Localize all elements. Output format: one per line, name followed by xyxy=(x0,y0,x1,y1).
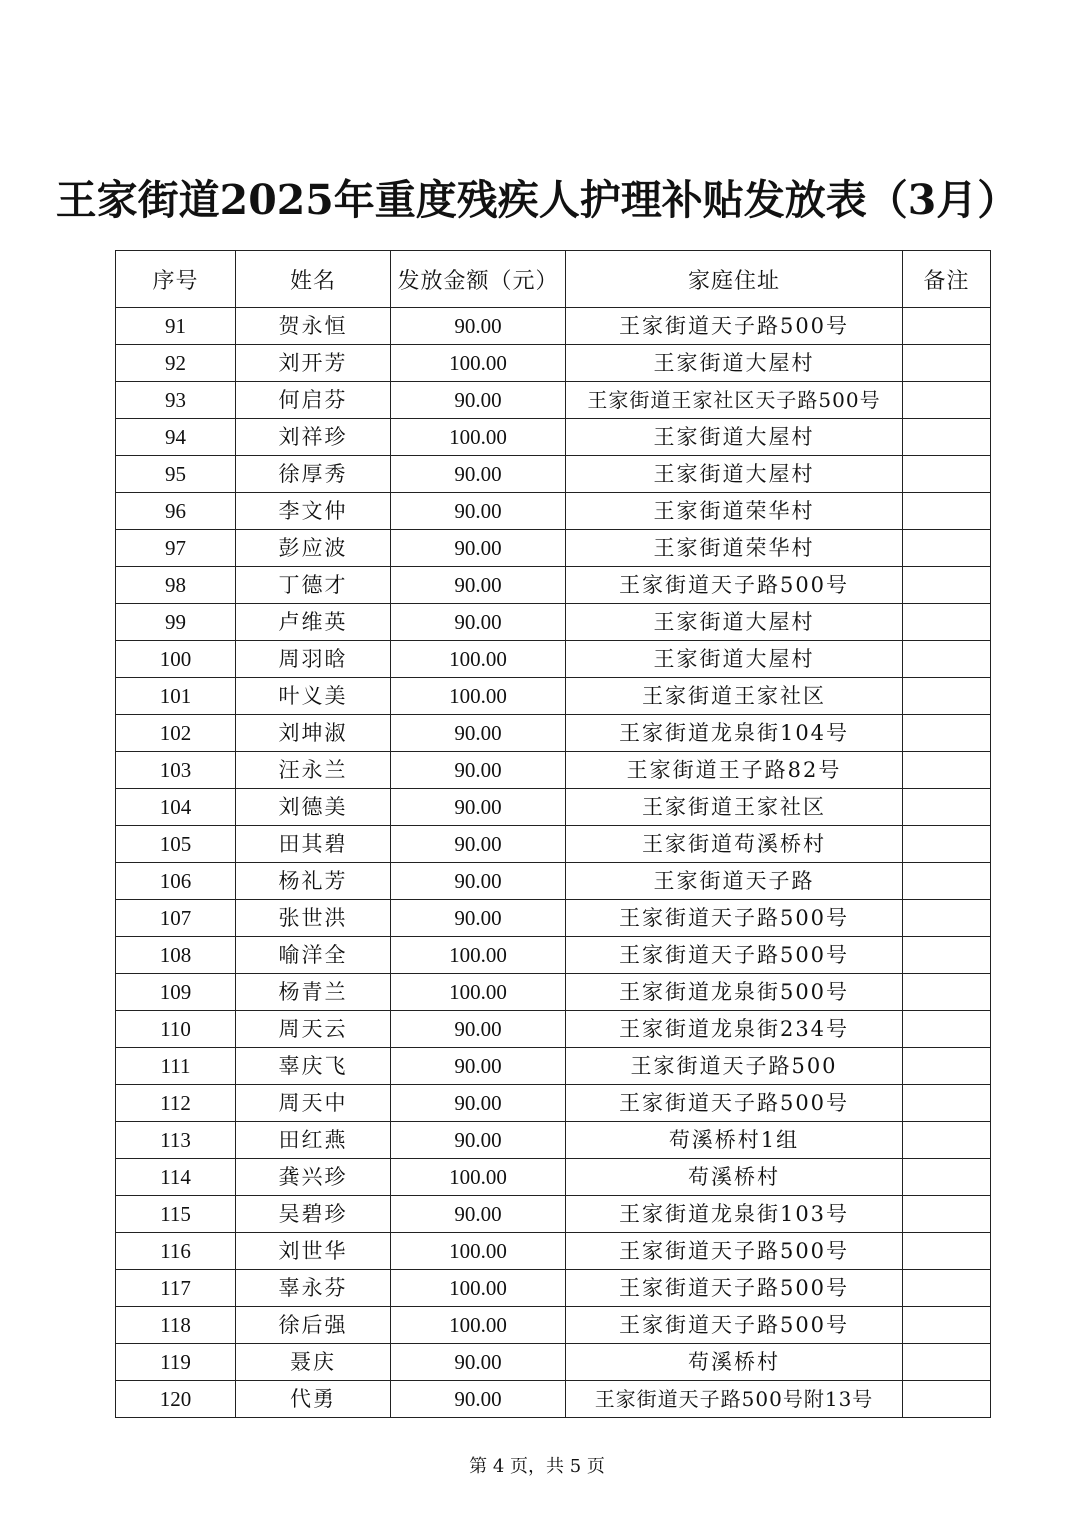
address-cell: 王家街道大屋村 xyxy=(566,604,903,641)
address-cell: 王家街道天子路500号 xyxy=(566,567,903,604)
amount-cell: 100.00 xyxy=(391,641,566,678)
name-cell: 李文仲 xyxy=(236,493,391,530)
table-row xyxy=(116,1233,991,1270)
note-cell xyxy=(903,567,991,604)
amount-cell: 90.00 xyxy=(391,1381,566,1418)
address-cell: 苟溪桥村1组 xyxy=(566,1122,903,1159)
amount-cell: 90.00 xyxy=(391,604,566,641)
table-row xyxy=(116,678,991,715)
address-cell: 王家街道大屋村 xyxy=(566,419,903,456)
address-cell: 王家街道龙泉街103号 xyxy=(566,1196,903,1233)
serial-number-cell: 101 xyxy=(116,678,236,715)
amount-cell: 90.00 xyxy=(391,1196,566,1233)
serial-number-cell: 104 xyxy=(116,789,236,826)
name-cell: 卢维英 xyxy=(236,604,391,641)
address-cell: 王家街道天子路500号 xyxy=(566,937,903,974)
note-cell xyxy=(903,974,991,1011)
header-address: 家庭住址 xyxy=(566,251,903,308)
note-cell xyxy=(903,456,991,493)
address-cell: 王家街道王家社区天子路500号 xyxy=(566,382,903,419)
note-cell xyxy=(903,826,991,863)
amount-cell: 100.00 xyxy=(391,937,566,974)
name-cell: 杨青兰 xyxy=(236,974,391,1011)
amount-cell: 100.00 xyxy=(391,1307,566,1344)
note-cell xyxy=(903,1196,991,1233)
address-cell: 王家街道王家社区 xyxy=(566,678,903,715)
serial-number-cell: 115 xyxy=(116,1196,236,1233)
table-row xyxy=(116,1270,991,1307)
note-cell xyxy=(903,1048,991,1085)
amount-cell: 100.00 xyxy=(391,1270,566,1307)
serial-number-cell: 107 xyxy=(116,900,236,937)
serial-number-cell: 117 xyxy=(116,1270,236,1307)
name-cell: 贺永恒 xyxy=(236,308,391,345)
table-row xyxy=(116,1122,991,1159)
amount-cell: 90.00 xyxy=(391,1048,566,1085)
serial-number-cell: 105 xyxy=(116,826,236,863)
serial-number-cell: 120 xyxy=(116,1381,236,1418)
name-cell: 辜永芬 xyxy=(236,1270,391,1307)
address-cell: 王家街道龙泉街500号 xyxy=(566,974,903,1011)
table-row xyxy=(116,1085,991,1122)
note-cell xyxy=(903,1085,991,1122)
address-cell: 王家街道龙泉街234号 xyxy=(566,1011,903,1048)
serial-number-cell: 100 xyxy=(116,641,236,678)
subsidy-table xyxy=(115,250,991,1418)
amount-cell: 100.00 xyxy=(391,974,566,1011)
amount-cell: 90.00 xyxy=(391,715,566,752)
table-row xyxy=(116,567,991,604)
address-cell: 王家街道王家社区 xyxy=(566,789,903,826)
note-cell xyxy=(903,493,991,530)
amount-cell: 90.00 xyxy=(391,900,566,937)
address-cell: 王家街道天子路500号 xyxy=(566,1307,903,1344)
amount-cell: 90.00 xyxy=(391,567,566,604)
table-row xyxy=(116,715,991,752)
serial-number-cell: 95 xyxy=(116,456,236,493)
page-footer: 第 4 页，共 5 页 xyxy=(469,1456,605,1477)
serial-number-cell: 97 xyxy=(116,530,236,567)
table-row xyxy=(116,937,991,974)
note-cell xyxy=(903,900,991,937)
serial-number-cell: 109 xyxy=(116,974,236,1011)
header-name: 姓名 xyxy=(236,251,391,308)
address-cell: 王家街道天子路500号 xyxy=(566,1270,903,1307)
name-cell: 田其碧 xyxy=(236,826,391,863)
table-header-row xyxy=(116,251,991,308)
amount-cell: 100.00 xyxy=(391,419,566,456)
table-row xyxy=(116,789,991,826)
table-row xyxy=(116,382,991,419)
serial-number-cell: 112 xyxy=(116,1085,236,1122)
table-row xyxy=(116,1344,991,1381)
address-cell: 王家街道大屋村 xyxy=(566,345,903,382)
address-cell: 王家街道天子路500 xyxy=(566,1048,903,1085)
name-cell: 刘开芳 xyxy=(236,345,391,382)
serial-number-cell: 93 xyxy=(116,382,236,419)
table-row xyxy=(116,1307,991,1344)
name-cell: 代勇 xyxy=(236,1381,391,1418)
name-cell: 叶义美 xyxy=(236,678,391,715)
name-cell: 龚兴珍 xyxy=(236,1159,391,1196)
note-cell xyxy=(903,1122,991,1159)
note-cell xyxy=(903,604,991,641)
address-cell: 王家街道天子路500号附13号 xyxy=(566,1381,903,1418)
amount-cell: 100.00 xyxy=(391,345,566,382)
name-cell: 丁德才 xyxy=(236,567,391,604)
name-cell: 彭应波 xyxy=(236,530,391,567)
table-row xyxy=(116,1048,991,1085)
name-cell: 田红燕 xyxy=(236,1122,391,1159)
serial-number-cell: 119 xyxy=(116,1344,236,1381)
header-serial-number: 序号 xyxy=(116,251,236,308)
address-cell: 王家街道天子路500号 xyxy=(566,900,903,937)
name-cell: 汪永兰 xyxy=(236,752,391,789)
name-cell: 刘坤淑 xyxy=(236,715,391,752)
table-row xyxy=(116,1381,991,1418)
name-cell: 喻洋全 xyxy=(236,937,391,974)
note-cell xyxy=(903,863,991,900)
note-cell xyxy=(903,1011,991,1048)
serial-number-cell: 116 xyxy=(116,1233,236,1270)
address-cell: 王家街道苟溪桥村 xyxy=(566,826,903,863)
serial-number-cell: 110 xyxy=(116,1011,236,1048)
note-cell xyxy=(903,752,991,789)
name-cell: 聂庆 xyxy=(236,1344,391,1381)
amount-cell: 90.00 xyxy=(391,456,566,493)
header-note: 备注 xyxy=(903,251,991,308)
table-row xyxy=(116,863,991,900)
note-cell xyxy=(903,1159,991,1196)
amount-cell: 90.00 xyxy=(391,1085,566,1122)
note-cell xyxy=(903,1381,991,1418)
table-row xyxy=(116,345,991,382)
address-cell: 王家街道荣华村 xyxy=(566,530,903,567)
table-row xyxy=(116,1011,991,1048)
name-cell: 周天云 xyxy=(236,1011,391,1048)
serial-number-cell: 108 xyxy=(116,937,236,974)
name-cell: 刘世华 xyxy=(236,1233,391,1270)
table-row xyxy=(116,493,991,530)
table-row xyxy=(116,752,991,789)
address-cell: 王家街道王子路82号 xyxy=(566,752,903,789)
note-cell xyxy=(903,419,991,456)
name-cell: 徐厚秀 xyxy=(236,456,391,493)
table-row xyxy=(116,530,991,567)
name-cell: 杨礼芳 xyxy=(236,863,391,900)
name-cell: 周羽晗 xyxy=(236,641,391,678)
name-cell: 刘祥珍 xyxy=(236,419,391,456)
address-cell: 王家街道荣华村 xyxy=(566,493,903,530)
note-cell xyxy=(903,1307,991,1344)
amount-cell: 100.00 xyxy=(391,678,566,715)
amount-cell: 90.00 xyxy=(391,1344,566,1381)
amount-cell: 90.00 xyxy=(391,863,566,900)
table-row xyxy=(116,974,991,1011)
name-cell: 辜庆飞 xyxy=(236,1048,391,1085)
table-row xyxy=(116,1159,991,1196)
note-cell xyxy=(903,308,991,345)
table-row xyxy=(116,1196,991,1233)
amount-cell: 90.00 xyxy=(391,1122,566,1159)
name-cell: 周天中 xyxy=(236,1085,391,1122)
serial-number-cell: 106 xyxy=(116,863,236,900)
table-body xyxy=(116,308,991,1418)
address-cell: 王家街道天子路500号 xyxy=(566,308,903,345)
serial-number-cell: 114 xyxy=(116,1159,236,1196)
name-cell: 刘德美 xyxy=(236,789,391,826)
amount-cell: 90.00 xyxy=(391,308,566,345)
serial-number-cell: 99 xyxy=(116,604,236,641)
table-row xyxy=(116,900,991,937)
note-cell xyxy=(903,715,991,752)
address-cell: 王家街道大屋村 xyxy=(566,641,903,678)
table-row xyxy=(116,604,991,641)
name-cell: 徐后强 xyxy=(236,1307,391,1344)
serial-number-cell: 113 xyxy=(116,1122,236,1159)
note-cell xyxy=(903,641,991,678)
table-row xyxy=(116,826,991,863)
serial-number-cell: 96 xyxy=(116,493,236,530)
address-cell: 苟溪桥村 xyxy=(566,1344,903,1381)
amount-cell: 90.00 xyxy=(391,1011,566,1048)
address-cell: 王家街道天子路500号 xyxy=(566,1085,903,1122)
serial-number-cell: 102 xyxy=(116,715,236,752)
serial-number-cell: 103 xyxy=(116,752,236,789)
page-title: 王家街道2025年重度残疾人护理补贴发放表（3月） xyxy=(55,176,1019,224)
note-cell xyxy=(903,1233,991,1270)
serial-number-cell: 91 xyxy=(116,308,236,345)
amount-cell: 90.00 xyxy=(391,530,566,567)
note-cell xyxy=(903,382,991,419)
amount-cell: 100.00 xyxy=(391,1159,566,1196)
note-cell xyxy=(903,678,991,715)
address-cell: 王家街道龙泉街104号 xyxy=(566,715,903,752)
name-cell: 吴碧珍 xyxy=(236,1196,391,1233)
table-row xyxy=(116,419,991,456)
note-cell xyxy=(903,1344,991,1381)
address-cell: 王家街道天子路 xyxy=(566,863,903,900)
amount-cell: 90.00 xyxy=(391,826,566,863)
name-cell: 何启芬 xyxy=(236,382,391,419)
serial-number-cell: 118 xyxy=(116,1307,236,1344)
note-cell xyxy=(903,345,991,382)
address-cell: 苟溪桥村 xyxy=(566,1159,903,1196)
note-cell xyxy=(903,789,991,826)
amount-cell: 90.00 xyxy=(391,789,566,826)
amount-cell: 90.00 xyxy=(391,493,566,530)
amount-cell: 90.00 xyxy=(391,382,566,419)
serial-number-cell: 94 xyxy=(116,419,236,456)
serial-number-cell: 92 xyxy=(116,345,236,382)
note-cell xyxy=(903,530,991,567)
amount-cell: 100.00 xyxy=(391,1233,566,1270)
table-row xyxy=(116,456,991,493)
serial-number-cell: 111 xyxy=(116,1048,236,1085)
address-cell: 王家街道天子路500号 xyxy=(566,1233,903,1270)
note-cell xyxy=(903,937,991,974)
table-row xyxy=(116,641,991,678)
note-cell xyxy=(903,1270,991,1307)
address-cell: 王家街道大屋村 xyxy=(566,456,903,493)
serial-number-cell: 98 xyxy=(116,567,236,604)
table-row xyxy=(116,308,991,345)
header-amount: 发放金额（元） xyxy=(391,251,566,308)
name-cell: 张世洪 xyxy=(236,900,391,937)
amount-cell: 90.00 xyxy=(391,752,566,789)
